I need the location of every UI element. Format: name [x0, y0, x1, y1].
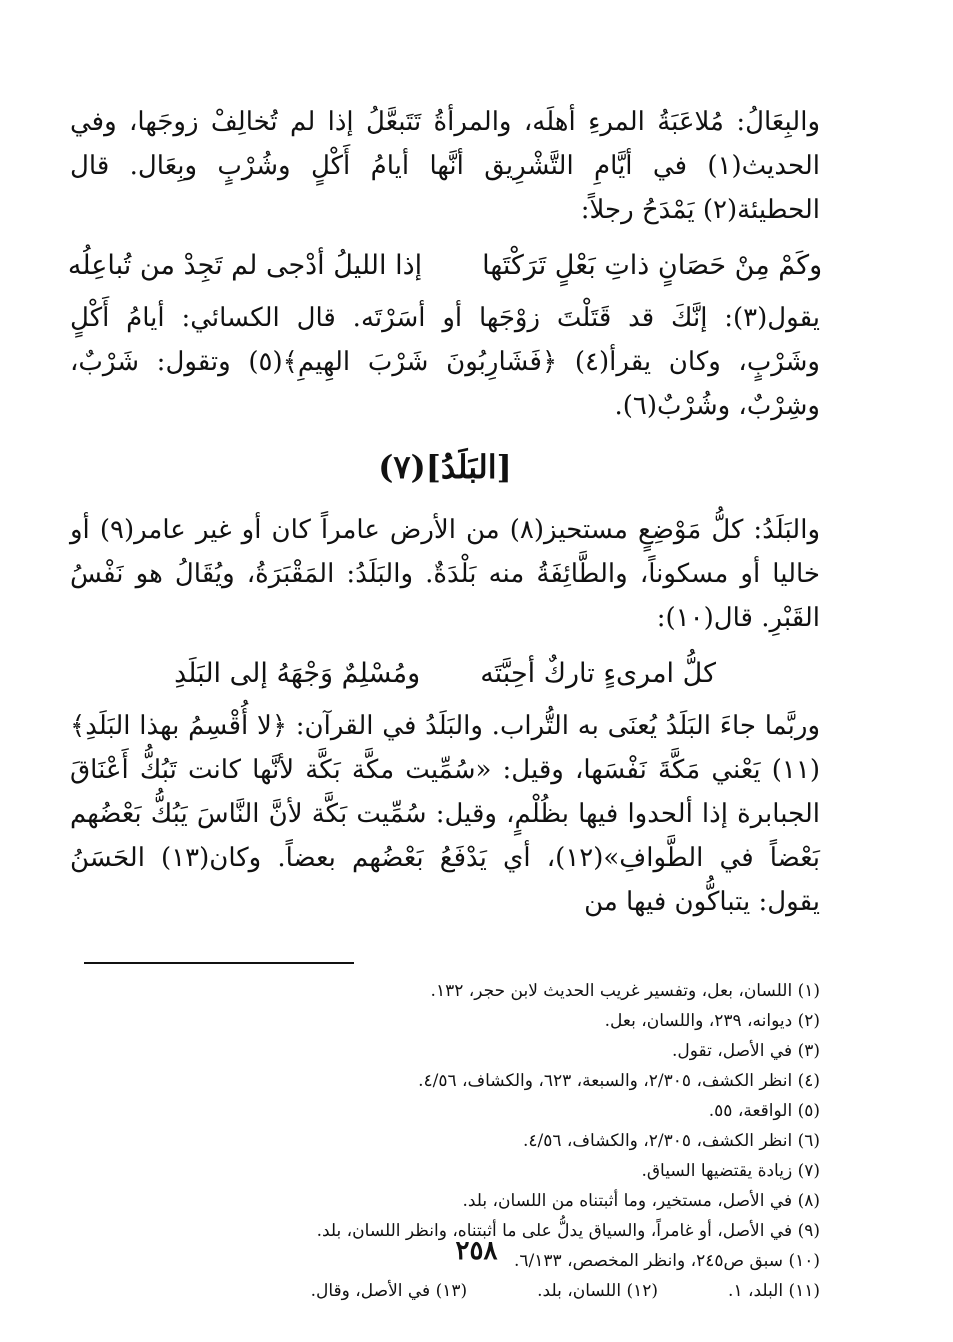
- verse-1-second-hemistich: إذا الليلُ أدْجى لم تَجِدْ من تُباعِلُه: [67, 250, 423, 281]
- footnote: (٨) في الأصل، مستخير، وما أثبتناه من اللسان، بلد.: [462, 1191, 820, 1211]
- paragraph-1: والبِعَالُ: مُلاعَبَةُ المرءِ أهلَه، والمرأةُ تَتَبعَّلُ إذا لم تُخالِفْ زوجَها، وفي الحديث(١) في أيَّامِ التَّشْرِيق أنَّها أيامُ أَكْلٍ وشُرْبٍ وبِعَال. قال الحطيئة(٢) يَمْدَحُ رجلاً:: [70, 107, 820, 225]
- footnote: (٤) انظر الكشف، ٢/٣٠٥، والسبعة، ٦٢٣، والكشاف، ٤/٥٦.: [418, 1071, 820, 1091]
- paragraph-2: يقول(٣): إنَّكَ قد قَتَلْتَ زوْجَها أو أسَرْتَه. قال الكسائي: أيامُ أَكْلٍ وشَرْبٍ، وكان يقرأ(٤) ﴿فَشَارِبُونَ شَرْبَ الهِيمِ﴾(٥) وتقول: شَرْبٌ، وشِرْبٌ، وشُرْبٌ(٦).: [70, 303, 820, 421]
- footnote: (٣) في الأصل، تقول.: [671, 1041, 820, 1061]
- footnote: (١٢) اللسان، بلد.: [537, 1281, 659, 1301]
- footnote-divider: [84, 962, 354, 964]
- section-heading: [البَلَدُ](٧): [378, 448, 512, 486]
- footnote: (٧) زيادة يقتضيها السياق.: [641, 1161, 820, 1181]
- footnote-row: [70, 1276, 820, 1306]
- footnote: (١٣) في الأصل، وقال.: [310, 1281, 468, 1301]
- footnote: (٦) انظر الكشف، ٢/٣٠٥، والكشاف، ٤/٥٦.: [523, 1131, 820, 1151]
- page-body: [67, 100, 823, 1306]
- paragraph-4: وربَّما جاءَ البَلَدُ يُعنَى به التُّراب. والبَلَدُ في القرآن: ﴿لا أُقْسِمُ بهذا البَلَدِ﴾(١١) يَعْني مَكَّةَ نَفْسَها، وقيل: «سُمِّيت مكَّة بَكَّة لأنَّها كانت تَبُكُّ أَعْنَاقَ الجبابرة إذا ألحدوا فيها بظُلْمٍ، وقيل: سُمِّيت بَكَّة لأنَّ النَّاسَ يَبُكُّ بَعْضُهم بَعْضاً في الطَّوافِ»(١٢)، أي يَدْفَعُ بَعْضُهم بعضاً. وكان(١٣) الحَسَنُ يقول: يتباكُّون فيها من: [70, 711, 821, 917]
- verse-2: [70, 652, 820, 696]
- footnote: (١٠) سبق ص٢٤٥، وانظر المخصص، ٦/١٣٣.: [514, 1251, 820, 1271]
- footnote: (٥) الواقعة، ٥٥.: [708, 1101, 820, 1121]
- footnote: (٩) في الأصل، أو غامراً، والسياق يدلُّ على ما أثبتناه، وانظر اللسان، بلد.: [316, 1221, 820, 1241]
- verse-1: [67, 244, 823, 288]
- footnote: (١١) البلد، ١.: [728, 1281, 820, 1301]
- paragraph-3: والبَلَدُ: كلُّ مَوْضِعٍ مستحيز(٨) من الأرض عامراً كان أو غير عامر(٩) أو خاليا أو مسكوناً، والطَّائِفَةُ منه بَلْدَةٌ. والبَلَدُ: المَقْبَرَةُ، ويُقَالُ هو نَفْسُ القَبْرِ. قال(١٠):: [70, 515, 820, 633]
- footnote: (٢) ديوانه، ٢٣٩، واللسان، بعل.: [604, 1011, 820, 1031]
- verse-2-second-hemistich: ومُسْلِمٌ وَجْهَهُ إلى البَلَدِ: [174, 658, 421, 689]
- footnote: (١) اللسان، بعل، وتفسير غريب الحديث لابن حجر، ١٣٢.: [430, 981, 820, 1001]
- verse-2-first-hemistich: كلُّ امرىءٍ تاركٌ أحِبَّتَه: [480, 658, 716, 689]
- verse-1-first-hemistich: وكَمْ مِنْ حَصَانٍ ذاتِ بَعْلٍ تَرَكْتَها: [482, 250, 823, 281]
- page-number: ٢٥٨: [455, 1236, 498, 1266]
